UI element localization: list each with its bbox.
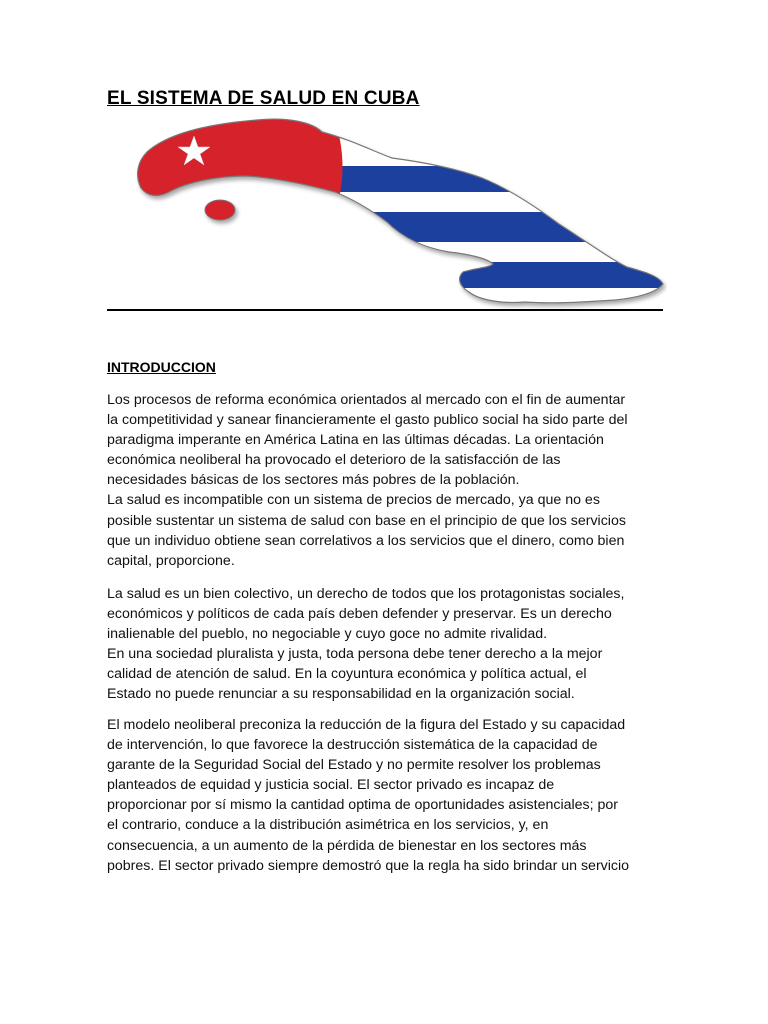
text-line: económicos y políticos de cada país deben defender y preservar. Es un derecho xyxy=(107,606,612,623)
text-line: que un individuo obtiene sean correlativos a los servicios que el dinero, como bien xyxy=(107,532,625,549)
text-line: paradigma imperante en América Latina en las últimas décadas. La orientación xyxy=(107,432,604,449)
text-line: necesidades básicas de los sectores más pobres de la población. xyxy=(107,472,520,489)
header-divider xyxy=(107,309,663,311)
text-line: económica neoliberal ha provocado el deterioro de la satisfacción de las xyxy=(107,452,561,469)
text-line: el contrario, conduce a la distribución asimétrica en los servicios, y, en xyxy=(107,817,549,834)
text-line: la competitividad y sanear financieramente el gasto publico social ha sido parte del xyxy=(107,412,628,429)
text-line: planteados de equidad y justicia social. El sector privado es incapaz de xyxy=(107,777,555,794)
document-title: EL SISTEMA DE SALUD EN CUBA xyxy=(107,88,420,109)
text-line: proporcionar por sí mismo la cantidad optima de oportunidades asistenciales; por xyxy=(107,797,619,814)
text-line: inalienable del pueblo, no negociable y cuyo goce no admite rivalidad. xyxy=(107,626,548,643)
text-line: capital, proporcione. xyxy=(107,552,235,569)
text-line: Estado no puede renunciar a su responsabilidad en la organización social. xyxy=(107,686,575,703)
cuba-flag-map-image xyxy=(107,112,667,312)
text-line: pobres. El sector privado siempre demostró que la regla ha sido brindar un servicio xyxy=(107,857,630,874)
text-line: En una sociedad pluralista y justa, toda persona debe tener derecho a la mejor xyxy=(107,646,603,663)
paragraph-1 xyxy=(107,390,667,571)
paragraph-3 xyxy=(107,715,667,876)
paragraph-2 xyxy=(107,584,667,705)
text-line: consecuencia, a un aumento de la pérdida de bienestar en los sectores más xyxy=(107,837,587,854)
text-line: Los procesos de reforma económica orientados al mercado con el fin de aumentar xyxy=(107,392,626,408)
text-line: de intervención, lo que favorece la destrucción sistemática de la capacidad de xyxy=(107,737,598,754)
text-line: calidad de atención de salud. En la coyuntura económica y política actual, el xyxy=(107,666,587,683)
text-line: La salud es un bien colectivo, un derecho de todos que los protagonistas sociales, xyxy=(107,586,625,602)
text-line: La salud es incompatible con un sistema de precios de mercado, ya que no es xyxy=(107,492,600,509)
isla-de-la-juventud-shape xyxy=(205,200,235,220)
text-line: posible sustentar un sistema de salud con base en el principio de que los servicios xyxy=(107,512,626,529)
text-line: garante de la Seguridad Social del Estado y no permite resolver los problemas xyxy=(107,757,601,774)
text-line: El modelo neoliberal preconiza la reducción de la figura del Estado y su capacidad xyxy=(107,717,626,733)
section-heading-introduccion: INTRODUCCION xyxy=(107,359,216,375)
